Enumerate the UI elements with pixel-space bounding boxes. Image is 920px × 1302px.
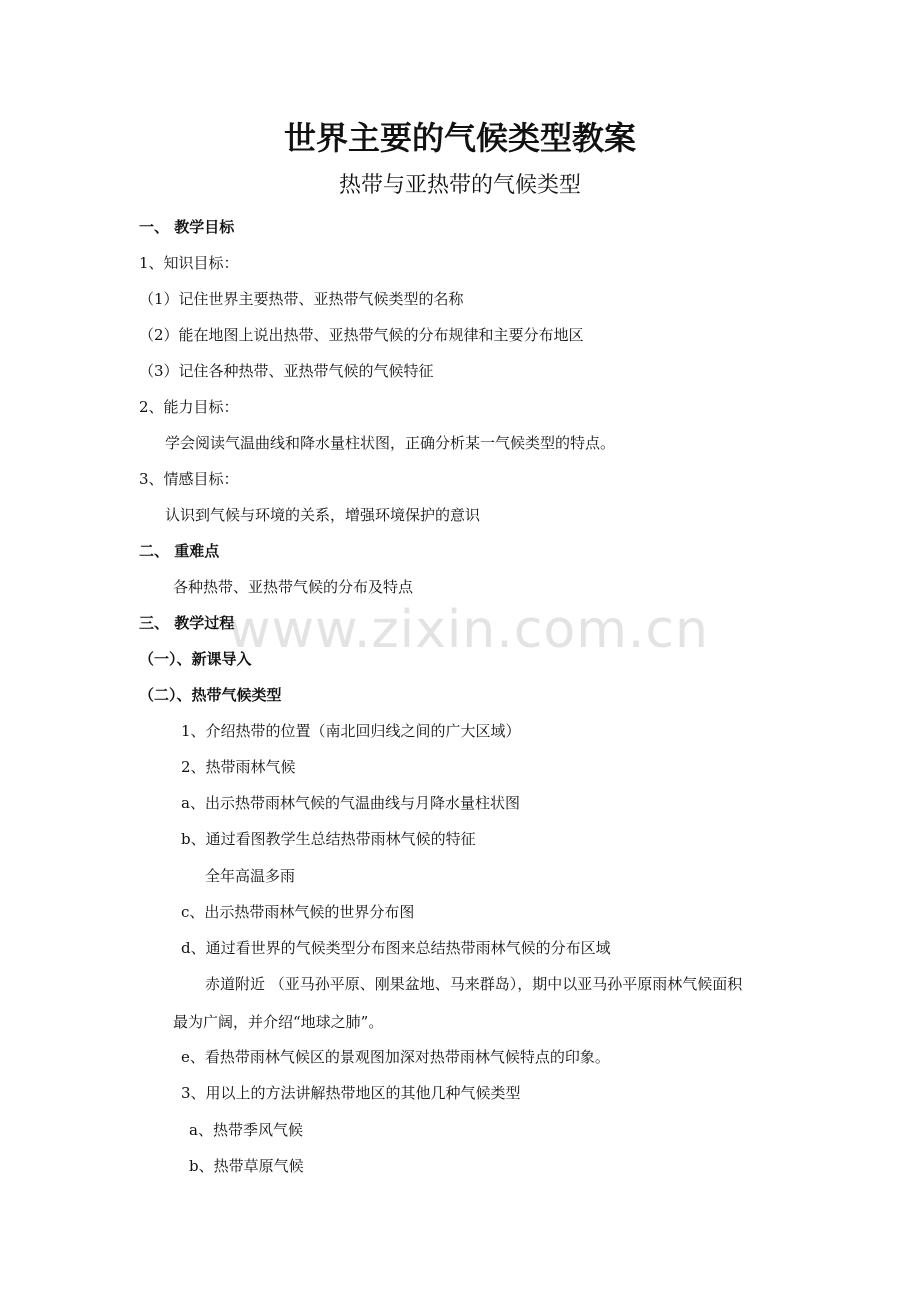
- section-heading-objectives: 一、 教学目标: [139, 218, 235, 236]
- subsection-tropical-climates: （二）、热带气候类型: [139, 686, 282, 704]
- list-item: 赤道附近 （亚马孙平原、刚果盆地、马来群岛），期中以亚马孙平原雨林气候面积: [205, 975, 743, 993]
- knowledge-goal-3: （3）记住各种热带、亚热带气候的气候特征: [139, 362, 434, 380]
- list-item: c、出示热带雨林气候的世界分布图: [181, 903, 415, 921]
- list-item: 2、热带雨林气候: [181, 758, 296, 776]
- key-points-text: 各种热带、亚热带气候的分布及特点: [173, 578, 414, 596]
- document-title: 世界主要的气候类型教案: [283, 119, 636, 157]
- list-item: a、出示热带雨林气候的气温曲线与月降水量柱状图: [181, 794, 520, 812]
- knowledge-goal-1: （1）记住世界主要热带、亚热带气候类型的名称: [139, 290, 464, 308]
- emotion-goal-text: 认识到气候与环境的关系，增强环境保护的意识: [165, 506, 481, 524]
- list-item: e、看热带雨林气候区的景观图加深对热带雨林气候特点的印象。: [181, 1048, 610, 1066]
- subheading-knowledge-goals: 1、知识目标：: [139, 254, 239, 272]
- list-item: a、热带季风气候: [189, 1121, 303, 1139]
- list-item: 3、用以上的方法讲解热带地区的其他几种气候类型: [181, 1084, 521, 1102]
- ability-goal-text: 学会阅读气温曲线和降水量柱状图，正确分析某一气候类型的特点。: [165, 434, 616, 452]
- section-heading-process: 三、 教学过程: [139, 614, 235, 632]
- section-heading-key-points: 二、 重难点: [139, 542, 220, 560]
- knowledge-goal-2: （2）能在地图上说出热带、亚热带气候的分布规律和主要分布地区: [139, 326, 584, 344]
- list-item: 1、介绍热带的位置（南北回归线之间的广大区域）: [181, 722, 521, 740]
- subheading-emotion-goals: 3、情感目标：: [139, 470, 239, 488]
- list-item: 最为广阔，并介绍“地球之肺”。: [173, 1013, 384, 1031]
- list-item: d、通过看世界的气候类型分布图来总结热带雨林气候的分布区域: [181, 939, 611, 957]
- list-item: b、热带草原气候: [189, 1157, 304, 1175]
- watermark: www.zixin.com.cn: [228, 600, 709, 660]
- list-item: b、通过看图教学生总结热带雨林气候的特征: [181, 830, 476, 848]
- document-subtitle: 热带与亚热带的气候类型: [338, 173, 581, 198]
- list-item: 全年高温多雨: [205, 867, 296, 885]
- subsection-intro: （一）、新课导入: [139, 650, 252, 668]
- subheading-ability-goals: 2、能力目标：: [139, 398, 239, 416]
